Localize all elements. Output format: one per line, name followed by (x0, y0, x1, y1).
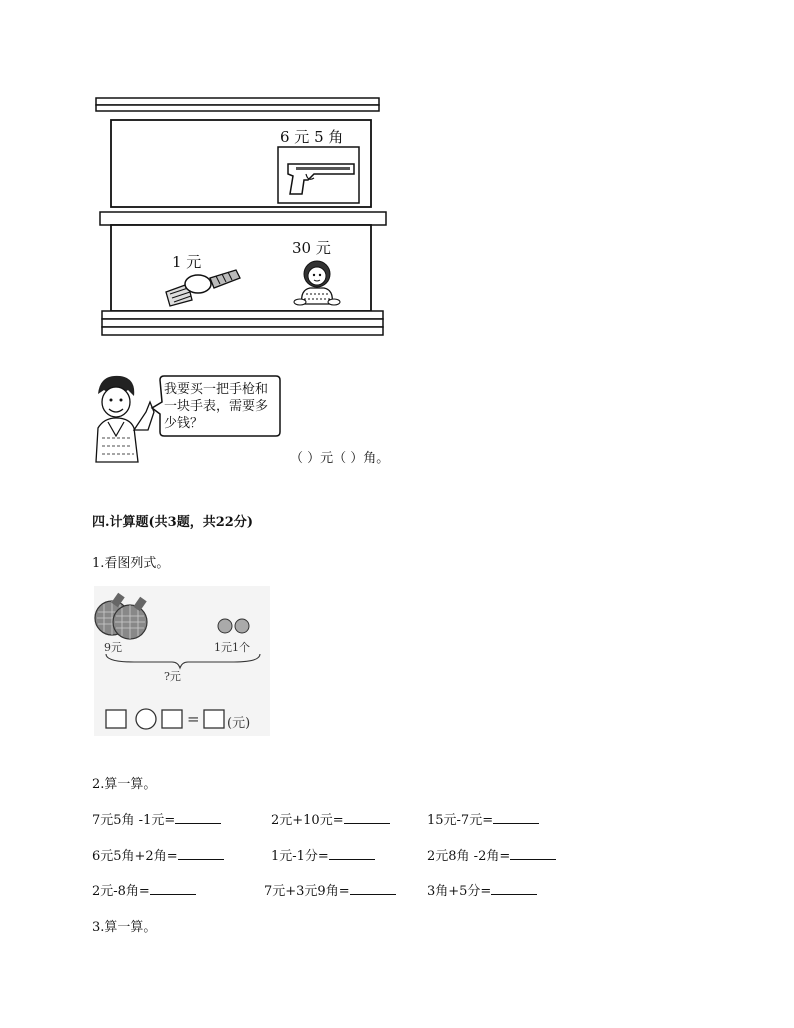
toy-gun-icon (284, 158, 356, 198)
answer-blank-line: （ ）元（ ）角。 (290, 451, 390, 466)
ball-price-label: 1元1个 (214, 641, 250, 654)
problem-r1-c2 (271, 809, 390, 828)
problem-text: 7元5角 -1元= (92, 813, 176, 828)
answer-blank[interactable] (175, 811, 221, 824)
scarf-price-label: 1 元 (172, 253, 202, 271)
problem-text: 3角+5分= (427, 884, 492, 899)
shelf-illustration (0, 0, 794, 350)
question-2-title: 2.算一算。 (92, 777, 157, 792)
answer-blank[interactable] (329, 847, 375, 860)
bubble-line-3: 少钱？ (164, 415, 204, 430)
speech-bubble-text (164, 380, 268, 431)
problem-text: 2元-8角= (92, 884, 150, 899)
total-price-label: ?元 (164, 670, 181, 683)
problem-r3-c1 (92, 880, 196, 899)
problem-r2-c3 (427, 845, 556, 864)
question-3-title: 3.算一算。 (92, 920, 157, 935)
doll-icon (290, 258, 344, 308)
problem-r3-c3 (427, 880, 537, 899)
bubble-line-2: 一块手表，需要多 (164, 398, 269, 413)
answer-blank[interactable] (493, 811, 539, 824)
answer-blank[interactable] (150, 882, 196, 895)
problem-text: 6元5角+2角= (92, 849, 178, 864)
problem-text: 15元-7元= (427, 813, 494, 828)
problem-r1-c1 (92, 809, 221, 828)
paddle-price-label: 9元 (104, 641, 122, 654)
problem-text: 7元+3元9角= (264, 884, 350, 899)
question-1-title: 1.看图列式。 (92, 556, 170, 571)
answer-blank[interactable] (491, 882, 537, 895)
unit-label: (元) (227, 716, 251, 731)
section-heading: 四.计算题(共3题，共22分) (92, 515, 253, 530)
gun-price-label: 6 元 5 角 (280, 128, 344, 146)
equals-sign: = (187, 710, 200, 728)
problem-text: 2元+10元= (271, 813, 344, 828)
problem-text: 2元8角 -2角= (427, 849, 511, 864)
bubble-line-1: 我要买一把手枪和 (164, 381, 269, 396)
problem-r2-c1 (92, 845, 224, 864)
problem-r2-c2 (271, 845, 375, 864)
doll-price-label: 30 元 (292, 239, 331, 257)
answer-blank[interactable] (350, 882, 396, 895)
problem-r1-c3 (427, 809, 539, 828)
problem-text: 1元-1分= (271, 849, 329, 864)
answer-blank[interactable] (344, 811, 390, 824)
question-1-figure (94, 586, 270, 736)
answer-blank[interactable] (510, 847, 556, 860)
problem-r3-c2 (264, 880, 396, 899)
answer-blank[interactable] (178, 847, 224, 860)
